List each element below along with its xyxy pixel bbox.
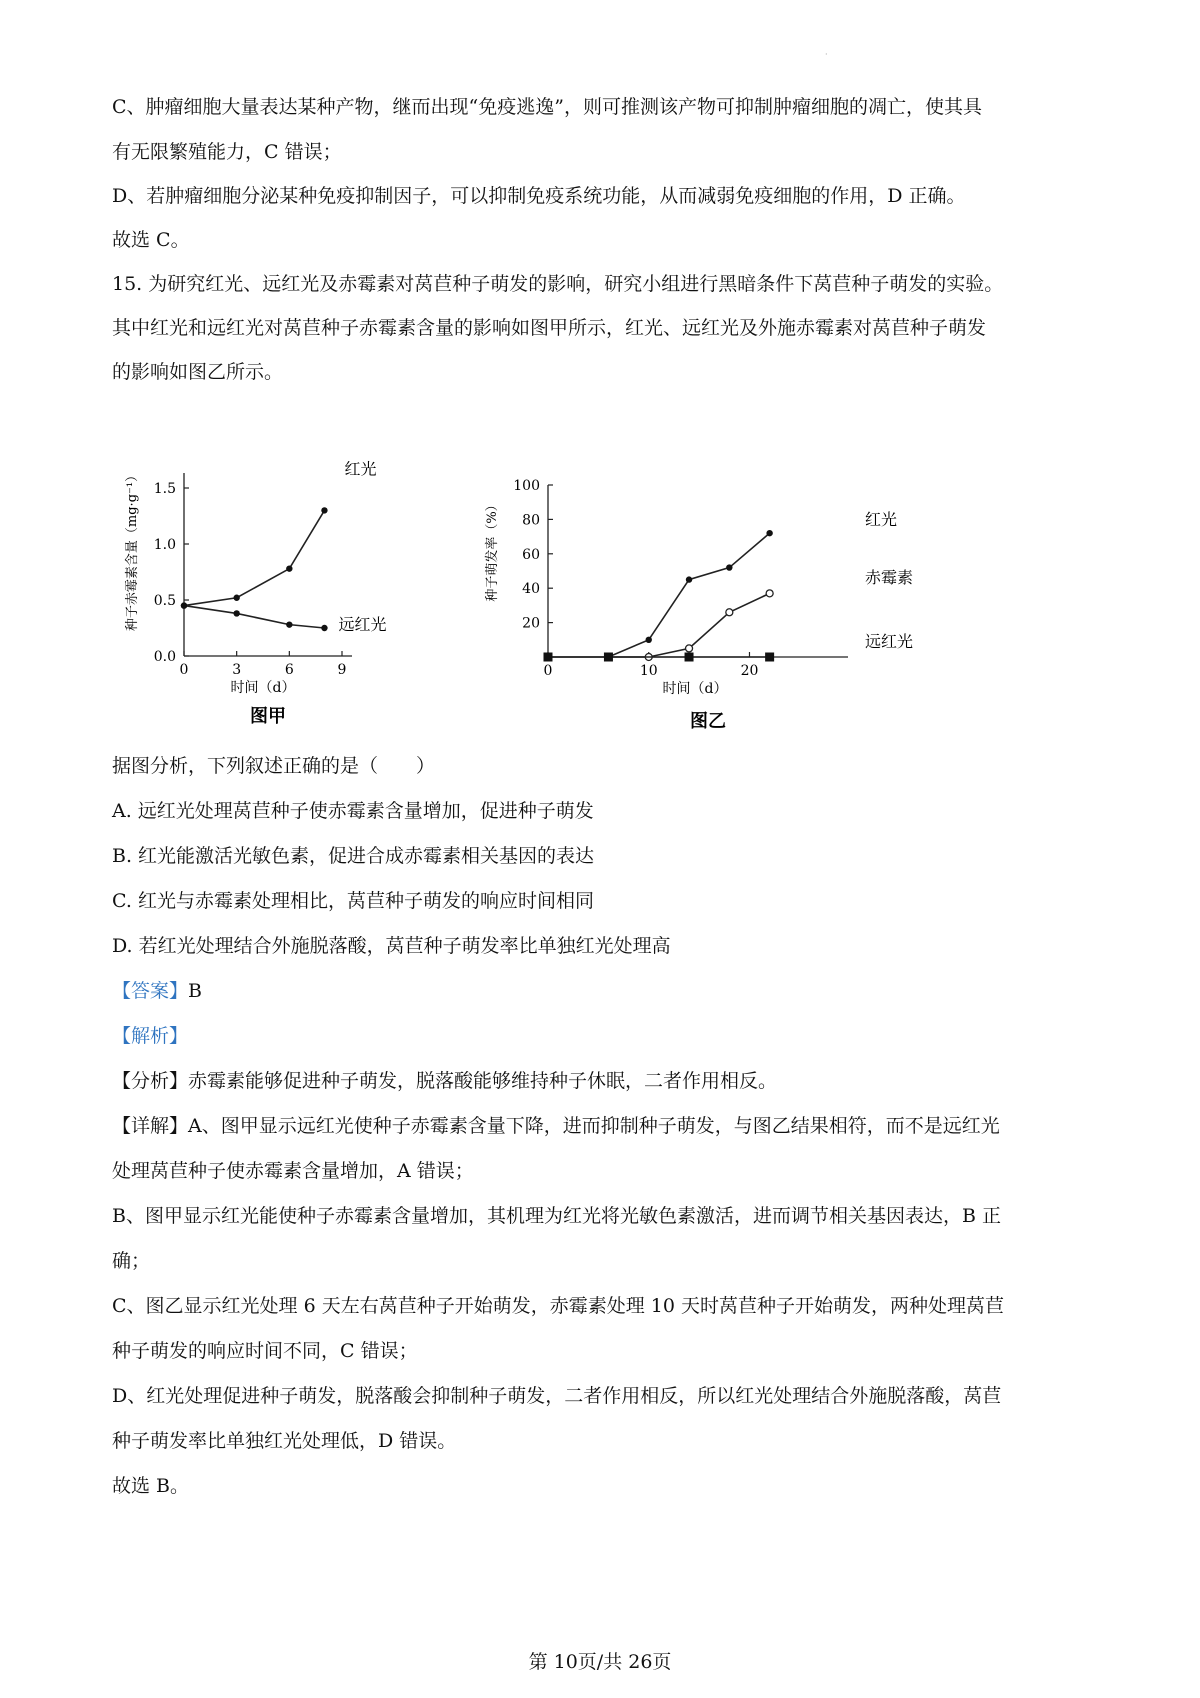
data-point [286,621,292,627]
prev-option-c-line1: C、肿瘤细胞大量表达某种产物，继而出现“免疫逃逸”，则可推测该产物可抑制肿瘤细胞的凋亡，使其具 [112,96,982,118]
data-point [726,564,732,570]
detail-d-line1: D、红光处理促进种子萌发，脱落酸会抑制种子萌发，二者作用相反，所以红光处理结合外施脱落酸，莴苣 [112,1385,1002,1407]
chart-yi-caption: 图乙 [690,711,726,732]
data-point [685,653,694,662]
series-line-红光 [184,510,324,605]
y-tick-label: 20 [522,615,540,632]
detail-a-line2: 处理莴苣种子使赤霉素含量增加，A 错误； [112,1160,474,1182]
y-tick-label: 40 [522,581,540,598]
series-label-远红光: 远红光 [865,632,914,651]
chart-jia-caption: 图甲 [250,706,286,727]
page-footer: 第 10页/共 26页 [528,1651,672,1673]
data-point [765,653,774,662]
option-b: B. 红光能激活光敏色素，促进合成赤霉素相关基因的表达 [112,845,595,867]
data-point [686,576,692,582]
option-a: A. 远红光处理莴苣种子使赤霉素含量增加，促进种子萌发 [112,800,594,822]
question-stem-line3: 的影响如图乙所示。 [112,361,284,383]
y-tick-label: 60 [522,546,540,563]
detail-b-line1: B、图甲显示红光能使种子赤霉素含量增加，其机理为红光将光敏色素激活，进而调节相关基因表达，B 正 [112,1205,1001,1227]
series-line-红光 [548,533,770,657]
series-label-红光: 红光 [344,459,377,479]
prev-option-d: D、若肿瘤细胞分泌某种免疫抑制因子，可以抑制免疫系统功能，从而减弱免疫细胞的作用，D 正确。 [112,185,966,207]
fenxi-label: 【分析】 [112,1070,189,1092]
data-point [321,507,327,513]
answer-line [112,977,1102,1005]
detail-a-line1 [112,1112,1102,1140]
data-point [233,610,239,616]
x-tick-label: 20 [740,663,759,679]
detail-a-text1: A、图甲显示远红光使种子赤霉素含量下降，进而抑制种子萌发，与图乙结果相符，而不是远红光 [188,1115,1000,1137]
x-tick-label: 9 [337,662,347,678]
analysis-label: 【解析】 [112,1025,189,1047]
y-tick-label: 80 [522,512,540,529]
y-tick-label: 1.5 [153,481,176,497]
fenxi-line [112,1067,1102,1095]
option-c: C. 红光与赤霉素处理相比，莴苣种子萌发的响应时间相同 [112,890,594,912]
detail-b-line2: 确； [112,1250,151,1272]
detail-d-line2: 种子萌发率比单独红光处理低，D 错误。 [112,1430,457,1452]
figure-charts [120,455,940,755]
data-point [544,653,553,662]
data-point [181,602,187,608]
chart-yi-xlabel: 时间（d） [662,681,728,697]
analysis-header [112,1022,1102,1050]
chart-jia-ylabel: 种子赤霉素含量（mg·g⁻¹） [125,468,140,632]
y-tick-label: 0.5 [153,593,176,609]
x-tick-label: 6 [284,662,294,678]
top-mark: · [825,50,828,59]
chart-yi-ylabel: 种子萌发率（%） [485,498,500,602]
data-point [233,595,239,601]
series-label-赤霉素: 赤霉素 [865,568,914,587]
chart-jia-xlabel: 时间（d） [230,680,296,696]
y-tick-label: 0.0 [153,649,176,665]
series-line-远红光 [184,606,324,628]
option-d: D. 若红光处理结合外施脱落酸，莴苣种子萌发率比单独红光处理高 [112,935,671,957]
detail-label: 【详解】 [112,1115,189,1137]
data-point [766,590,773,597]
detail-c-line2: 种子萌发的响应时间不同，C 错误； [112,1340,418,1362]
chart-yi [485,478,913,732]
data-point [604,653,613,662]
x-tick-label: 3 [232,662,242,678]
analysis-conclusion: 故选 B。 [112,1475,190,1497]
chart-jia [124,459,386,727]
data-point [646,637,652,643]
detail-c-line1: C、图乙显示红光处理 6 天左右莴苣种子开始萌发，赤霉素处理 10 天时莴苣种子开始萌发，两种处理莴苣 [112,1295,1004,1317]
y-tick-label: 1.0 [153,537,176,553]
data-point [726,609,733,616]
answer-label: 【答案】 [112,980,189,1002]
data-point [686,645,693,652]
answer-value: B [188,980,202,1002]
question-stem-line2: 其中红光和远红光对莴苣种子赤霉素含量的影响如图甲所示，红光、远红光及外施赤霉素对莴苣种子萌发 [112,317,987,339]
x-tick-label: 0 [543,663,553,679]
series-label-红光: 红光 [865,510,898,529]
data-point [286,565,292,571]
question-prompt: 据图分析，下列叙述正确的是（ ） [112,755,436,777]
x-tick-label: 0 [179,662,189,678]
data-point [321,625,327,631]
fenxi-text: 赤霉素能够促进种子萌发，脱落酸能够维持种子休眠，二者作用相反。 [188,1070,778,1092]
series-label-远红光: 远红光 [338,615,387,634]
x-tick-label: 10 [639,663,658,679]
data-point [766,530,772,536]
y-tick-label: 100 [513,478,540,494]
prev-conclusion: 故选 C。 [112,229,190,251]
question-stem-line1: 15. 为研究红光、远红光及赤霉素对莴苣种子萌发的影响，研究小组进行黑暗条件下莴苣种子萌发的实验。 [112,273,1004,295]
prev-option-c-line2: 有无限繁殖能力，C 错误； [112,141,342,163]
